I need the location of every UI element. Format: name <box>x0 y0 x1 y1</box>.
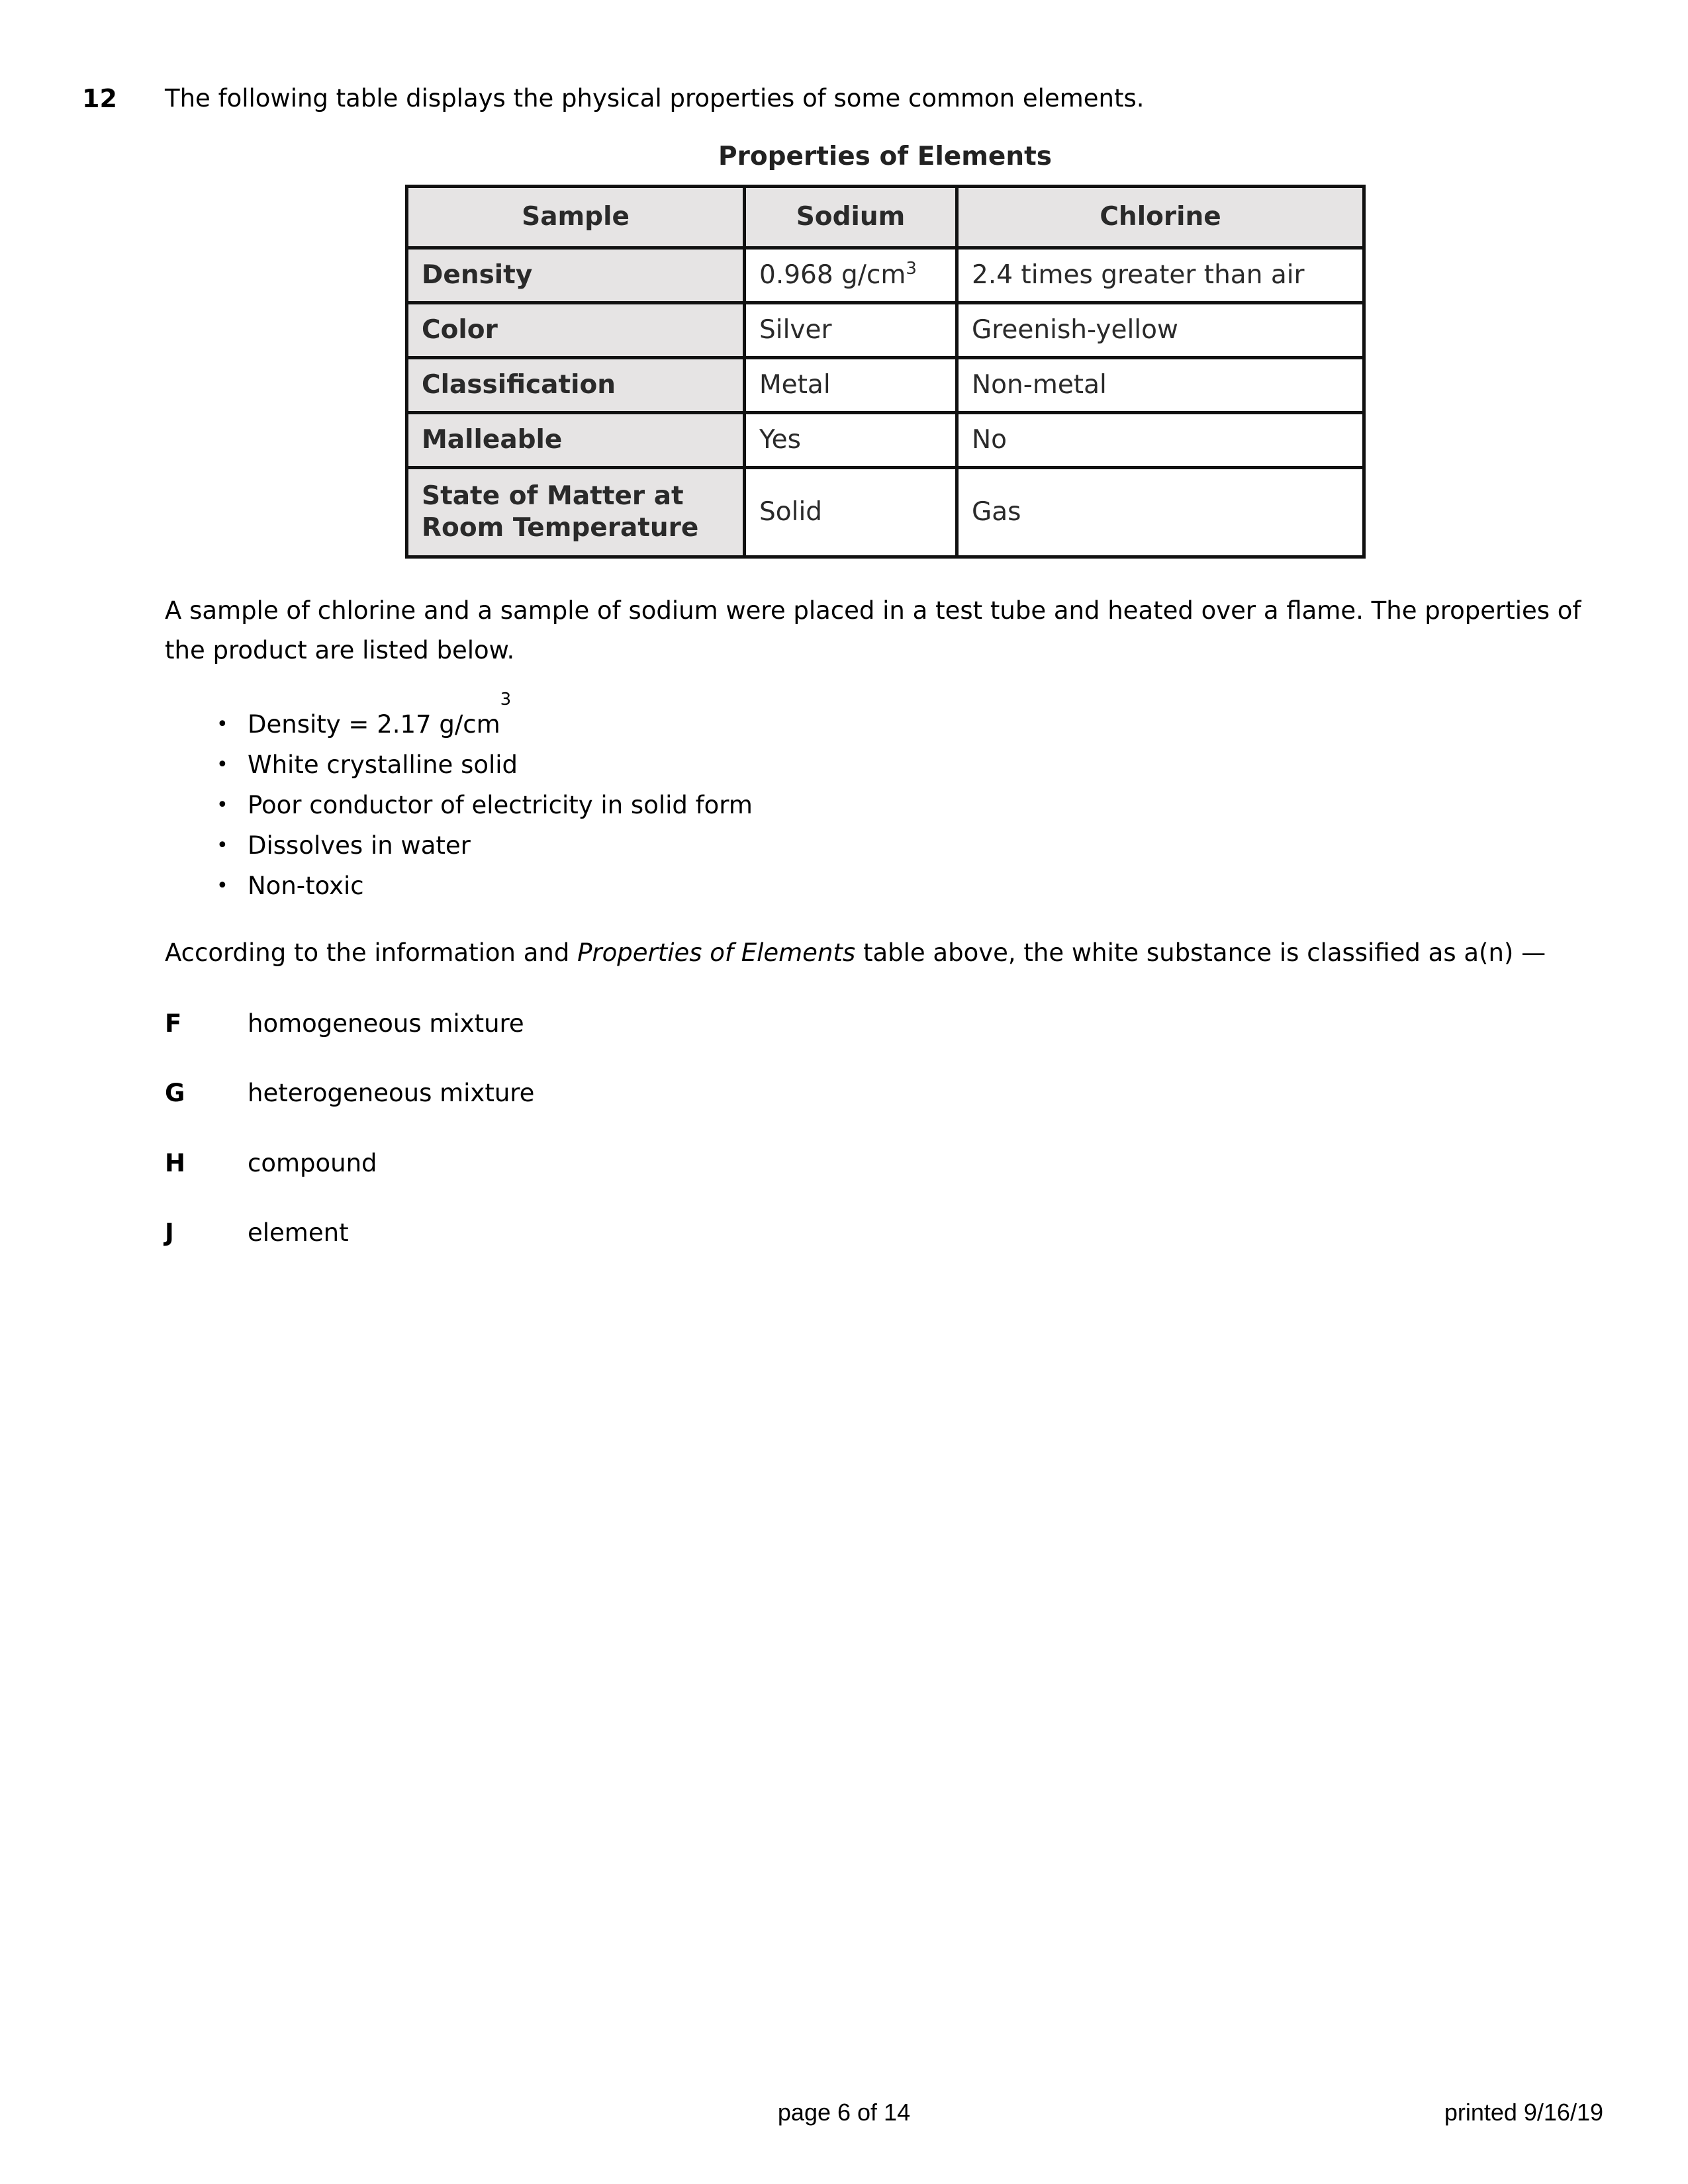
bullet-icon: • <box>216 874 228 897</box>
superscript: 3 <box>906 259 917 279</box>
row-label-density: Density <box>407 248 745 303</box>
option-letter: F <box>165 1009 182 1038</box>
question-number: 12 <box>82 84 117 113</box>
bullet-icon: • <box>216 753 228 776</box>
cell-sodium-density <box>745 248 957 303</box>
row-label-line: State of Matter at <box>422 481 684 511</box>
stem-text: table above, the white substance is classified as a(n) — <box>855 938 1546 967</box>
answer-option-j[interactable] <box>165 1216 349 1250</box>
question-stem <box>165 933 1546 973</box>
option-text: element <box>248 1218 349 1247</box>
list-item <box>165 745 753 785</box>
cell-sodium-color: Silver <box>745 303 957 358</box>
table-row <box>407 413 1364 468</box>
row-label-malleable: Malleable <box>407 413 745 468</box>
page-number: page 6 of 14 <box>777 2099 911 2126</box>
table-row <box>407 468 1364 557</box>
bullet-icon: • <box>216 834 228 857</box>
list-item-text: Non-toxic <box>248 872 364 900</box>
bullet-icon: • <box>216 794 228 817</box>
list-item-text: Poor conductor of electricity in solid form <box>248 791 753 819</box>
list-item <box>165 825 753 866</box>
description-paragraph: A sample of chlorine and a sample of sodium were placed in a test tube and heated over a flame. The properties of the product are listed below. <box>165 596 1581 664</box>
table-row <box>407 358 1364 413</box>
option-letter: J <box>165 1218 174 1247</box>
cell-chlorine-malleable: No <box>957 413 1364 468</box>
option-text: compound <box>248 1149 377 1177</box>
cell-chlorine-state: Gas <box>957 468 1364 557</box>
header-chlorine: Chlorine <box>957 187 1364 248</box>
list-item <box>165 690 753 745</box>
cell-sodium-classification: Metal <box>745 358 957 413</box>
option-text: heterogeneous mixture <box>248 1079 535 1107</box>
cell-sodium-malleable: Yes <box>745 413 957 468</box>
product-properties-list <box>165 690 753 906</box>
option-letter: H <box>165 1149 185 1177</box>
stem-text: According to the information and <box>165 938 578 967</box>
list-item <box>165 785 753 825</box>
cell-chlorine-density: 2.4 times greater than air <box>957 248 1364 303</box>
question-intro: The following table displays the physical properties of some common elements. <box>165 84 1145 113</box>
table-header-row <box>407 187 1364 248</box>
table-row <box>407 248 1364 303</box>
row-label-line: Room Temperature <box>422 513 699 543</box>
row-label-classification: Classification <box>407 358 745 413</box>
row-label-state-of-matter <box>407 468 745 557</box>
option-text: homogeneous mixture <box>248 1009 524 1038</box>
stem-italic: Properties of Elements <box>577 938 856 967</box>
bullet-icon: • <box>216 713 228 736</box>
printed-date: printed 9/16/19 <box>1444 2099 1603 2126</box>
properties-table <box>405 185 1366 559</box>
cell-chlorine-color: Greenish-yellow <box>957 303 1364 358</box>
answer-option-g[interactable] <box>165 1077 534 1110</box>
option-letter: G <box>165 1079 185 1107</box>
list-item <box>165 866 753 906</box>
header-sodium: Sodium <box>745 187 957 248</box>
cell-sodium-state: Solid <box>745 468 957 557</box>
header-sample: Sample <box>407 187 745 248</box>
table-title: Properties of Elements <box>718 142 1052 171</box>
table-row <box>407 303 1364 358</box>
answer-option-f[interactable] <box>165 1007 524 1040</box>
answer-option-h[interactable] <box>165 1147 377 1180</box>
density-text: Density = 2.17 g/cm <box>248 710 500 739</box>
cell-chlorine-classification: Non-metal <box>957 358 1364 413</box>
cell-text: 0.968 g/cm <box>759 260 906 290</box>
superscript: 3 <box>500 690 512 709</box>
list-item-text: Dissolves in water <box>248 831 471 860</box>
row-label-color: Color <box>407 303 745 358</box>
list-item-text: White crystalline solid <box>248 751 518 779</box>
